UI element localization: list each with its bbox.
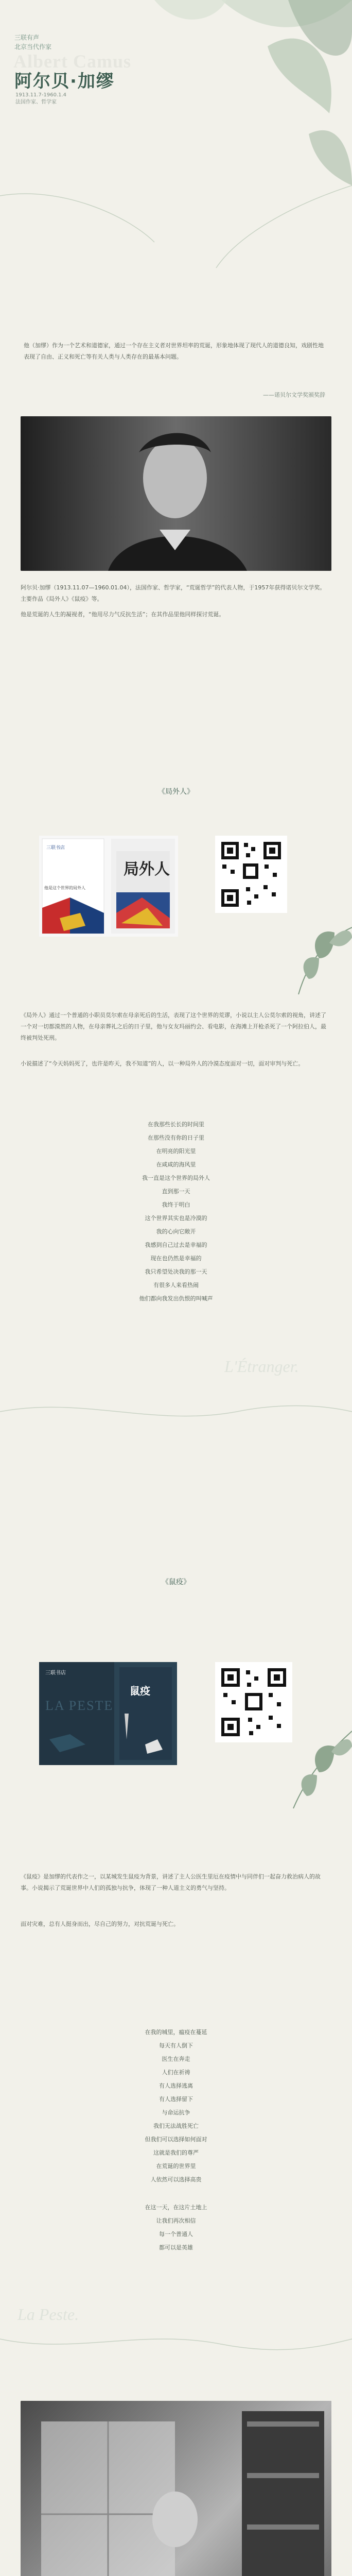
poem-line: 直到那一天 (162, 1188, 190, 1195)
book1-paragraph-1: 《局外人》通过一个普通的小职员莫尔索在母亲死后的生活，表现了这个世界的荒谬，小说以主人公莫尔索的视角，讲述了一个对一切都漠然的人物，在母亲葬礼之后的日子里，他与女友玛丽约会、看电影，在海滩上开枪杀死了一个阿拉伯人，最终被判处死刑。 (21, 1012, 326, 1041)
book2-qr-code[interactable] (215, 1662, 292, 1742)
author-english-name: Albert Camus (13, 51, 131, 72)
poem-line: 与命运抗争 (162, 2109, 190, 2116)
closing-image (21, 2401, 331, 2576)
poem-line: 在这一天，在这片土地上 (145, 2204, 207, 2211)
book1-qr-code[interactable] (215, 836, 287, 913)
book1-cover-caption: 他是这个世界的局外人 (44, 886, 85, 890)
book2-paragraph-1: 《鼠疫》是加缪的代表作之一，以某城发生鼠疫为背景，讲述了主人公医生里厄在疫情中与同伴们一起奋力救治病人的故事。小说揭示了荒诞世界中人们的孤独与抗争，体现了一种人道主义的勇气与坚持。 (21, 1873, 321, 1891)
book2-poem-tail (0, 2201, 352, 2255)
dates-line: 法国作家、哲学家 (15, 99, 57, 105)
header-line: 三联有声 (14, 34, 40, 41)
book2-cover-brand: 三联书店 (45, 1670, 66, 1676)
leaf-decoration-book1 (288, 896, 352, 999)
poem-line: 但我们可以选择如何面对 (145, 2136, 207, 2143)
book1-cover-brand: 三联书店 (46, 845, 65, 851)
poem-line: 让我们再次相信 (156, 2217, 196, 2224)
book2-cover-en: LA PESTE (45, 1698, 114, 1713)
book2-cover-title: 鼠疫 (130, 1685, 150, 1697)
poem-line: 人依然可以选择高贵 (150, 2176, 202, 2183)
poem-line: 有很多人来看热闹 (153, 1282, 199, 1289)
poem-line: 我们无法战胜死亡 (153, 2123, 199, 2129)
poem-line: 在我那些长长的时间里 (148, 1121, 204, 1128)
poem-line: 在咸咸的海风里 (156, 1161, 196, 1168)
book1-paragraph-2: 小说描述了“今天妈妈死了，也许是昨天，我不知道”的人，以一种局外人的冷漠态度面对一切，面对审判与死亡。 (21, 1060, 304, 1067)
bio-paragraph-2: 他是荒诞的人生的凝视者，“他用尽力气反抗生活”；在其作品里他同样探讨荒诞。 (21, 611, 225, 618)
wave-divider-1 (0, 1391, 352, 1437)
poem-line: 我一直是这个世界的局外人 (142, 1175, 210, 1181)
book1-title: 《局外人》 (158, 788, 194, 796)
book1-cover-title: 局外人 (124, 860, 170, 878)
poem-line: 在那些没有你的日子里 (148, 1134, 204, 1141)
poem-line: 在我的城里，瘟疫在蔓延 (145, 2029, 207, 2036)
poem-line: 医生在奔走 (162, 2056, 190, 2062)
poem-line: 这就是我们的尊严 (153, 2149, 199, 2156)
book1-poem (0, 1118, 352, 1306)
poem-line: 每天有人倒下 (159, 2042, 193, 2049)
poem-line: 有人选择留下 (159, 2096, 193, 2103)
author-chinese-name: 阿尔贝·加缪 (14, 71, 115, 92)
book1-watermark: L'Étranger. (224, 1357, 299, 1376)
poem-line: 每一个普通人 (159, 2231, 193, 2238)
poem-line: 人们在祈祷 (162, 2069, 190, 2076)
book1-cover (39, 836, 178, 937)
bio-paragraph-1: 阿尔贝·加缪（1913.11.07—1960.01.04），法国作家、哲学家，“荒诞哲学”的代表人物，于1957年获得诺贝尔文学奖。主要作品《局外人》《鼠疫》等。 (21, 584, 326, 602)
intro-text: 他（加缪）作为一个艺术和道德家，通过一个存在主义者对世界坦率的荒诞，形象地体现了现代人的道德良知，戏剧性地表现了自由、正义和死亡等有关人类与人类存在的最基本问题。 (24, 342, 324, 360)
closing-photo (21, 2401, 331, 2576)
author-dates (15, 92, 66, 106)
poem-line: 我感到自己过去是幸福的 (145, 1242, 207, 1248)
leaf-decoration-top (0, 0, 352, 319)
poem-line: 在明亮的阳光里 (156, 1148, 196, 1155)
portrait-image (21, 416, 331, 571)
poem-line: 我只希望处决我的那一天 (145, 1268, 207, 1275)
poem-line: 在荒诞的世界里 (156, 2163, 196, 2170)
book2-poem (0, 2026, 352, 2187)
book2-watermark: La Peste. (17, 2305, 79, 2324)
poem-line: 这个世界其实也是冷漠的 (145, 1215, 207, 1222)
poem-line: 有人选择逃离 (159, 2082, 193, 2089)
portrait-photo (21, 416, 331, 571)
leaf-decoration-book2 (288, 1710, 352, 1814)
book2-title: 《鼠疫》 (162, 1578, 190, 1586)
poem-line: 都可以是英雄 (159, 2244, 193, 2251)
book2-paragraph-2: 面对灾难，总有人挺身而出，尽自己的努力，对抗荒诞与死亡。 (21, 1921, 179, 1927)
poem-line: 他们都向我发出仇恨的叫喊声 (139, 1295, 213, 1302)
poem-line: 我终于明白 (162, 1201, 190, 1208)
poem-line: 现在也仍然是幸福的 (150, 1255, 202, 1262)
poem-line: 我的心向它敞开 (156, 1228, 196, 1235)
book2-cover (39, 1662, 177, 1765)
intro-signature: ——诺贝尔文学奖颁奖辞 (263, 392, 325, 398)
dates-line: 1913.11.7-1960.1.4 (15, 92, 67, 98)
header-subtitle (14, 33, 51, 52)
header-line: 北京当代作家 (14, 43, 52, 50)
wave-divider-2 (0, 2324, 352, 2370)
